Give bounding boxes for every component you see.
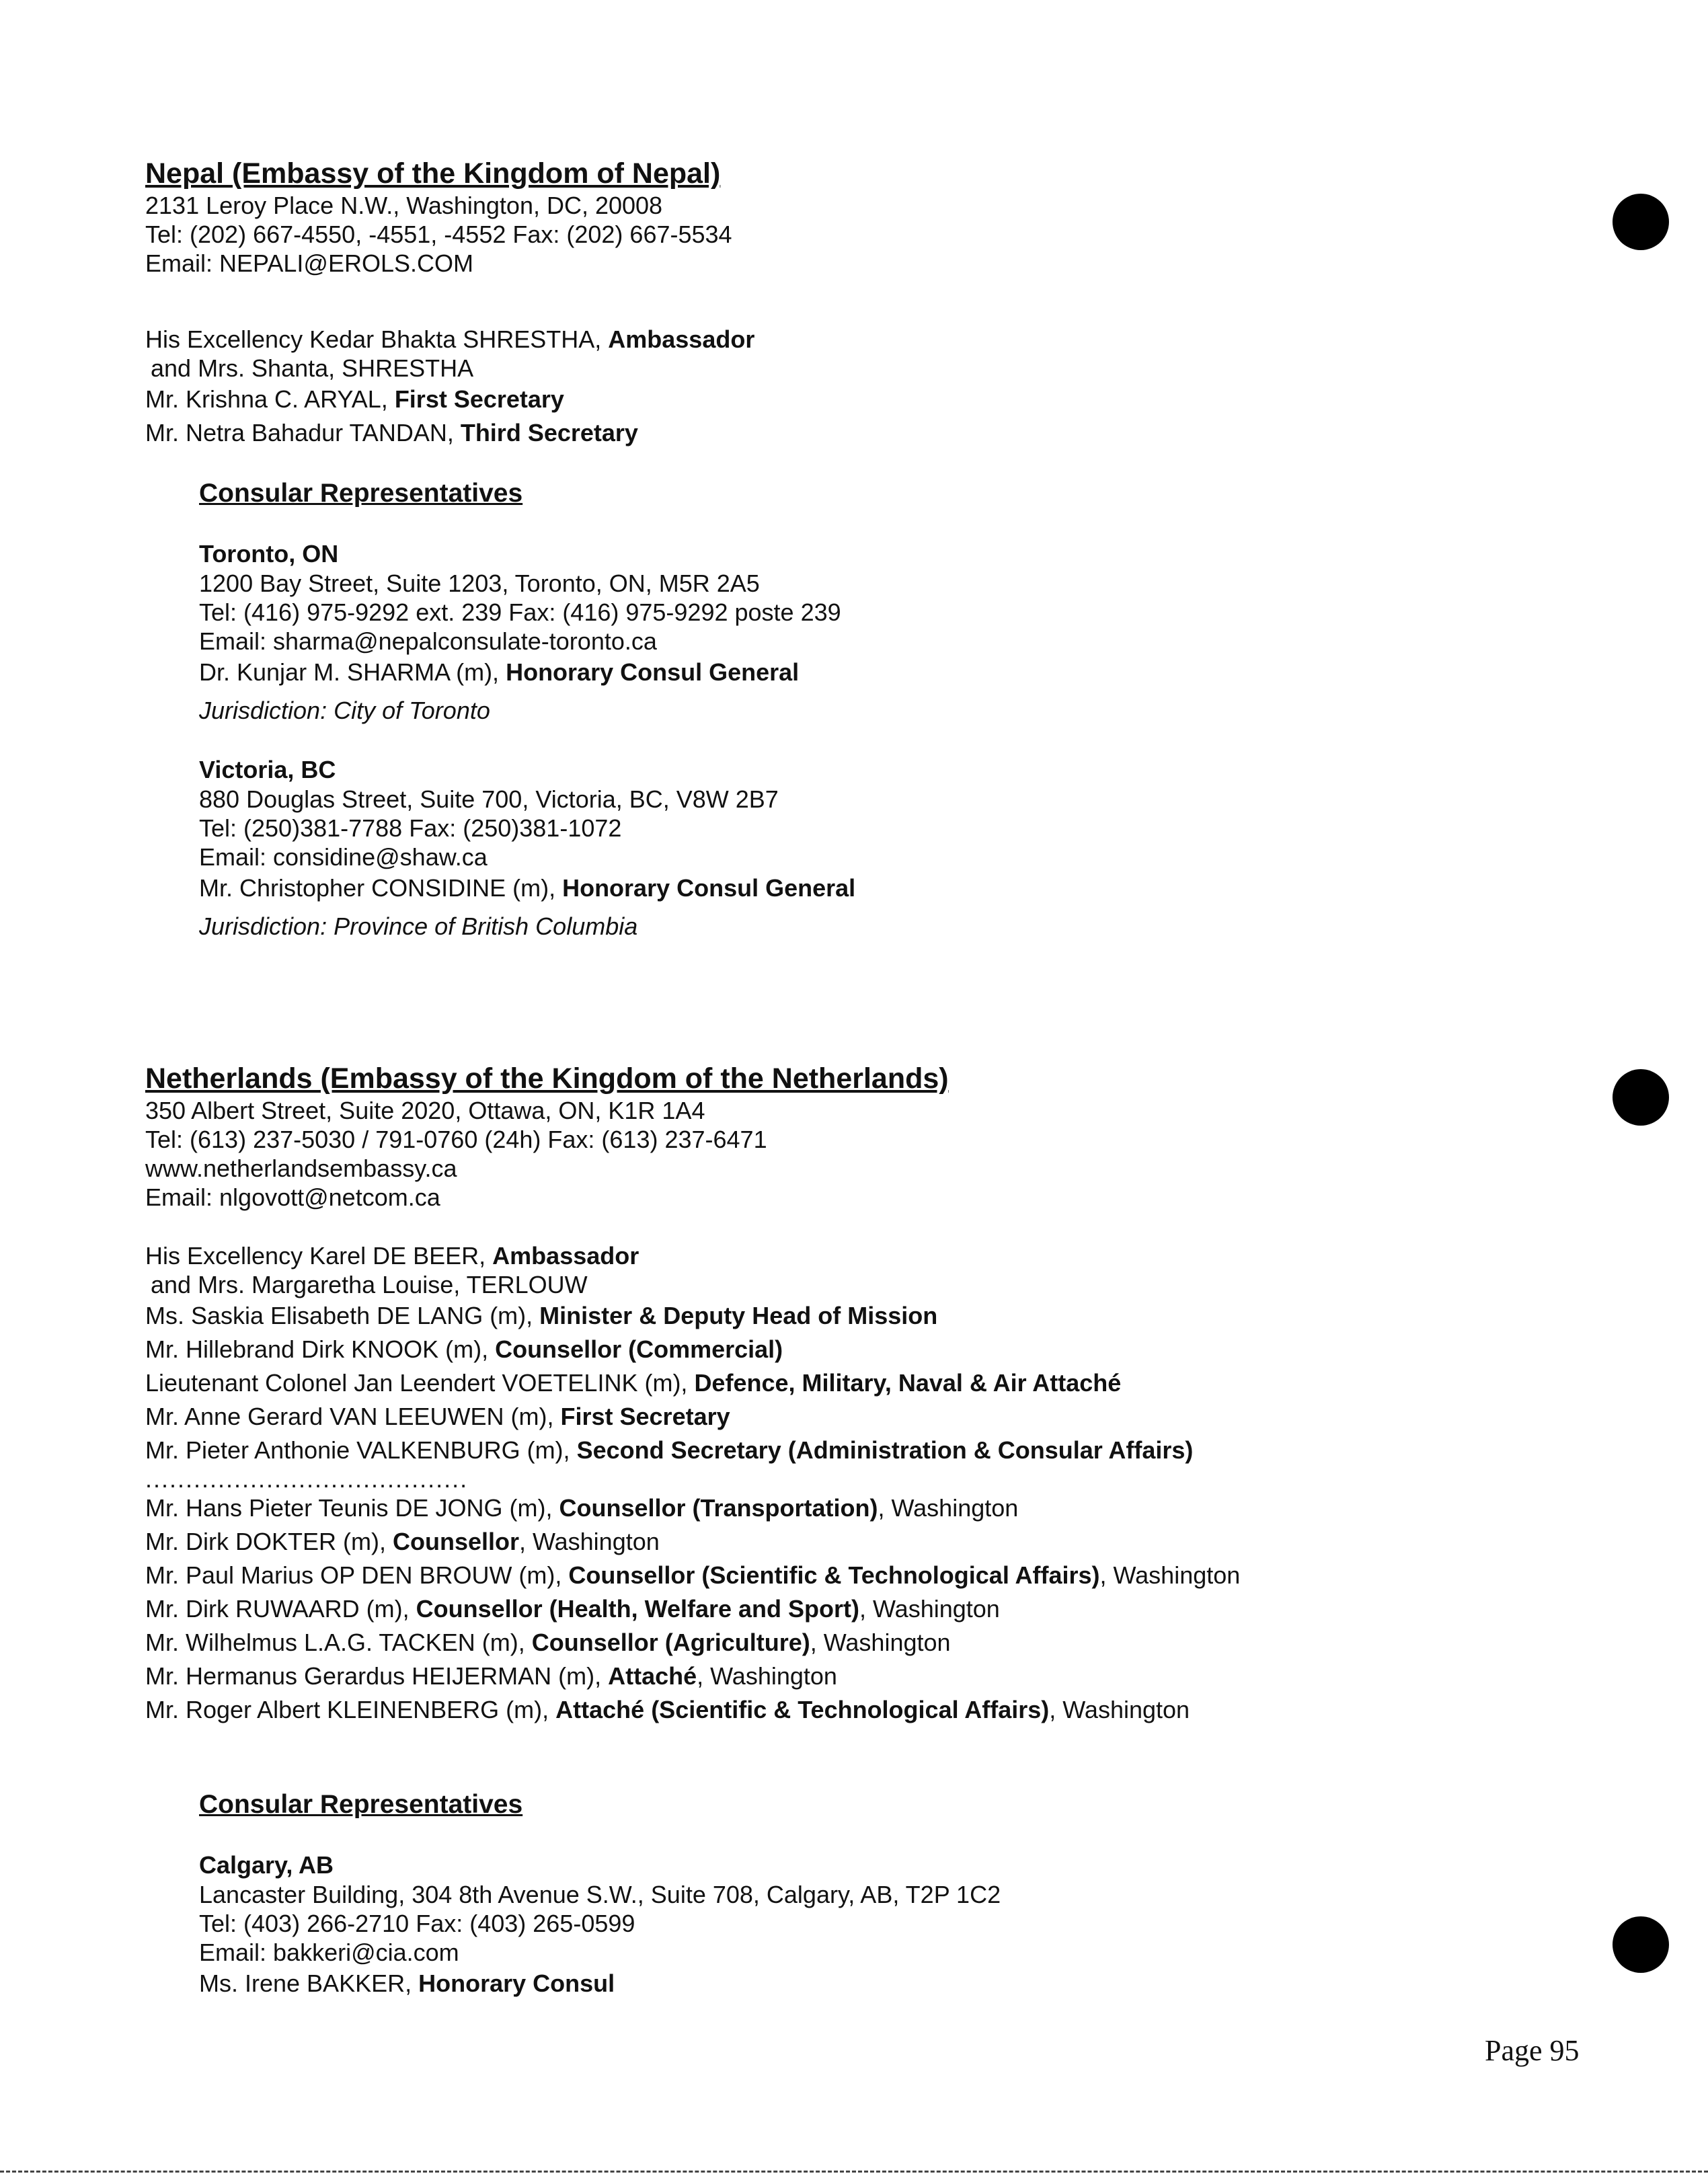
netherlands-staff — [145, 1299, 1591, 1333]
netherlands-email: Email: nlgovott@netcom.ca — [145, 1183, 440, 1211]
netherlands-staff — [145, 1400, 1591, 1434]
netherlands-ambassador-title: Ambassador — [492, 1242, 639, 1270]
consulate-city: Calgary, AB — [199, 1851, 334, 1879]
consulate-phone: Tel: (416) 975-9292 ext. 239 Fax: (416) 975-9292 poste 239 — [199, 598, 841, 626]
nepal-ambassador — [145, 325, 1591, 354]
netherlands-heading: Netherlands (Embassy of the Kingdom of the Netherlands) — [145, 1062, 949, 1095]
person-title: Honorary Consul General — [506, 658, 800, 686]
staff-title: Counsellor (Agriculture) — [531, 1629, 810, 1656]
person-title: Honorary Consul General — [562, 874, 856, 902]
staff-name: Mr. Hans Pieter Teunis DE JONG (m), — [145, 1494, 559, 1522]
staff-title: First Secretary — [560, 1403, 730, 1430]
nepal-address: 2131 Leroy Place N.W., Washington, DC, 20008 — [145, 192, 663, 219]
staff-title: First Secretary — [394, 385, 564, 413]
consulate-address: 880 Douglas Street, Suite 700, Victoria, BC, V8W 2B7 — [199, 785, 779, 813]
consulate-person — [199, 656, 1645, 689]
staff-title: Counsellor (Scientific & Technological Affairs) — [568, 1561, 1100, 1589]
separator-dots: ........................................ — [145, 1465, 469, 1493]
nepal-consular-heading: Consular Representatives — [199, 479, 523, 508]
netherlands-address: 350 Albert Street, Suite 2020, Ottawa, ON, K1R 1A4 — [145, 1097, 705, 1124]
staff-location: , Washington — [810, 1629, 951, 1656]
netherlands-staff — [145, 1434, 1591, 1467]
staff-name: Mr. Paul Marius OP DEN BROUW (m), — [145, 1561, 569, 1589]
washington-staff — [145, 1592, 1591, 1626]
netherlands-staff — [145, 1333, 1591, 1366]
netherlands-staff — [145, 1366, 1591, 1400]
netherlands-consular-heading: Consular Representatives — [199, 1790, 523, 1819]
staff-name: Mr. Hermanus Gerardus HEIJERMAN (m), — [145, 1662, 609, 1690]
footer-rule — [0, 2171, 1708, 2173]
netherlands-ambassador — [145, 1241, 1591, 1270]
netherlands-ambassador-name: His Excellency Karel DE BEER, — [145, 1242, 493, 1270]
staff-name: Mr. Hillebrand Dirk KNOOK (m), — [145, 1335, 496, 1363]
washington-staff — [145, 1559, 1591, 1592]
nepal-spouse: and Mrs. Shanta, SHRESTHA — [151, 354, 474, 382]
nepal-ambassador-name: His Excellency Kedar Bhakta SHRESTHA, — [145, 325, 609, 353]
staff-name: Mr. Dirk DOKTER (m), — [145, 1528, 393, 1555]
page-number: Page 95 — [1485, 2034, 1580, 2067]
washington-staff — [145, 1525, 1591, 1559]
staff-name: Mr. Netra Bahadur TANDAN, — [145, 419, 461, 446]
person-name: Mr. Christopher CONSIDINE (m), — [199, 874, 563, 902]
consulate-email: Email: sharma@nepalconsulate-toronto.ca — [199, 627, 657, 655]
netherlands-consular-section — [199, 1789, 1645, 2000]
consulate-person — [199, 871, 1645, 905]
nepal-staff-2 — [145, 416, 1591, 450]
staff-title: Counsellor — [392, 1528, 519, 1555]
staff-title: Counsellor (Health, Welfare and Sport) — [416, 1595, 860, 1623]
nepal-ambassador-title: Ambassador — [608, 325, 755, 353]
staff-title: Second Secretary (Administration & Consular Affairs) — [576, 1436, 1194, 1464]
punch-hole-top — [1613, 194, 1669, 250]
staff-location: , Washington — [859, 1595, 1000, 1623]
consulate-address: 1200 Bay Street, Suite 1203, Toronto, ON, M5R 2A5 — [199, 570, 760, 597]
staff-name: Mr. Anne Gerard VAN LEEUWEN (m), — [145, 1403, 561, 1430]
staff-title: Counsellor (Commercial) — [495, 1335, 783, 1363]
staff-title: Attaché (Scientific & Technological Affairs) — [555, 1696, 1050, 1723]
punch-hole-middle — [1613, 1069, 1669, 1126]
person-name: Dr. Kunjar M. SHARMA (m), — [199, 658, 506, 686]
staff-name: Mr. Krishna C. ARYAL, — [145, 385, 395, 413]
washington-staff — [145, 1660, 1591, 1693]
consulate-city: Toronto, ON — [199, 540, 339, 568]
consulate-phone: Tel: (250)381-7788 Fax: (250)381-1072 — [199, 814, 622, 842]
staff-location: , Washington — [697, 1662, 837, 1690]
staff-name: Mr. Roger Albert KLEINENBERG (m), — [145, 1696, 556, 1723]
staff-name: Mr. Pieter Anthonie VALKENBURG (m), — [145, 1436, 577, 1464]
nepal-phone: Tel: (202) 667-4550, -4551, -4552 Fax: (202) 667-5534 — [145, 221, 732, 248]
staff-name: Lieutenant Colonel Jan Leendert VOETELINK (m), — [145, 1369, 695, 1397]
staff-name: Ms. Saskia Elisabeth DE LANG (m), — [145, 1302, 540, 1329]
nepal-section — [145, 156, 1591, 450]
netherlands-website: www.netherlandsembassy.ca — [145, 1155, 457, 1182]
staff-name: Mr. Wilhelmus L.A.G. TACKEN (m), — [145, 1629, 532, 1656]
consulate-person — [199, 1967, 1645, 2000]
nepal-consular-section — [199, 477, 1645, 941]
netherlands-spouse: and Mrs. Margaretha Louise, TERLOUW — [151, 1271, 588, 1298]
consulate-jurisdiction: Jurisdiction: City of Toronto — [199, 697, 490, 724]
washington-staff — [145, 1693, 1591, 1727]
washington-staff — [145, 1491, 1591, 1525]
staff-location: , Washington — [1049, 1696, 1190, 1723]
staff-location: , Washington — [1099, 1561, 1241, 1589]
consulate-email: Email: bakkeri@cia.com — [199, 1939, 459, 1966]
person-title: Honorary Consul — [418, 1970, 615, 1997]
netherlands-section — [145, 1061, 1591, 1727]
washington-staff — [145, 1626, 1591, 1660]
staff-title: Defence, Military, Naval & Air Attaché — [694, 1369, 1122, 1397]
staff-title: Attaché — [608, 1662, 697, 1690]
staff-title: Third Secretary — [460, 419, 638, 446]
staff-title: Counsellor (Transportation) — [559, 1494, 878, 1522]
consulate-jurisdiction: Jurisdiction: Province of British Columbia — [199, 912, 638, 940]
nepal-email: Email: NEPALI@EROLS.COM — [145, 249, 473, 277]
person-name: Ms. Irene BAKKER, — [199, 1970, 419, 1997]
staff-location: , Washington — [518, 1528, 660, 1555]
consulate-phone: Tel: (403) 266-2710 Fax: (403) 265-0599 — [199, 1910, 635, 1937]
staff-location: , Washington — [878, 1494, 1019, 1522]
consulate-address: Lancaster Building, 304 8th Avenue S.W., Suite 708, Calgary, AB, T2P 1C2 — [199, 1881, 1001, 1908]
consulate-city: Victoria, BC — [199, 756, 336, 783]
nepal-staff-1 — [145, 383, 1591, 416]
nepal-heading: Nepal (Embassy of the Kingdom of Nepal) — [145, 157, 721, 190]
staff-name: Mr. Dirk RUWAARD (m), — [145, 1595, 416, 1623]
staff-title: Minister & Deputy Head of Mission — [539, 1302, 938, 1329]
consulate-email: Email: considine@shaw.ca — [199, 843, 488, 871]
netherlands-phone: Tel: (613) 237-5030 / 791-0760 (24h) Fax: (613) 237-6471 — [145, 1126, 767, 1153]
